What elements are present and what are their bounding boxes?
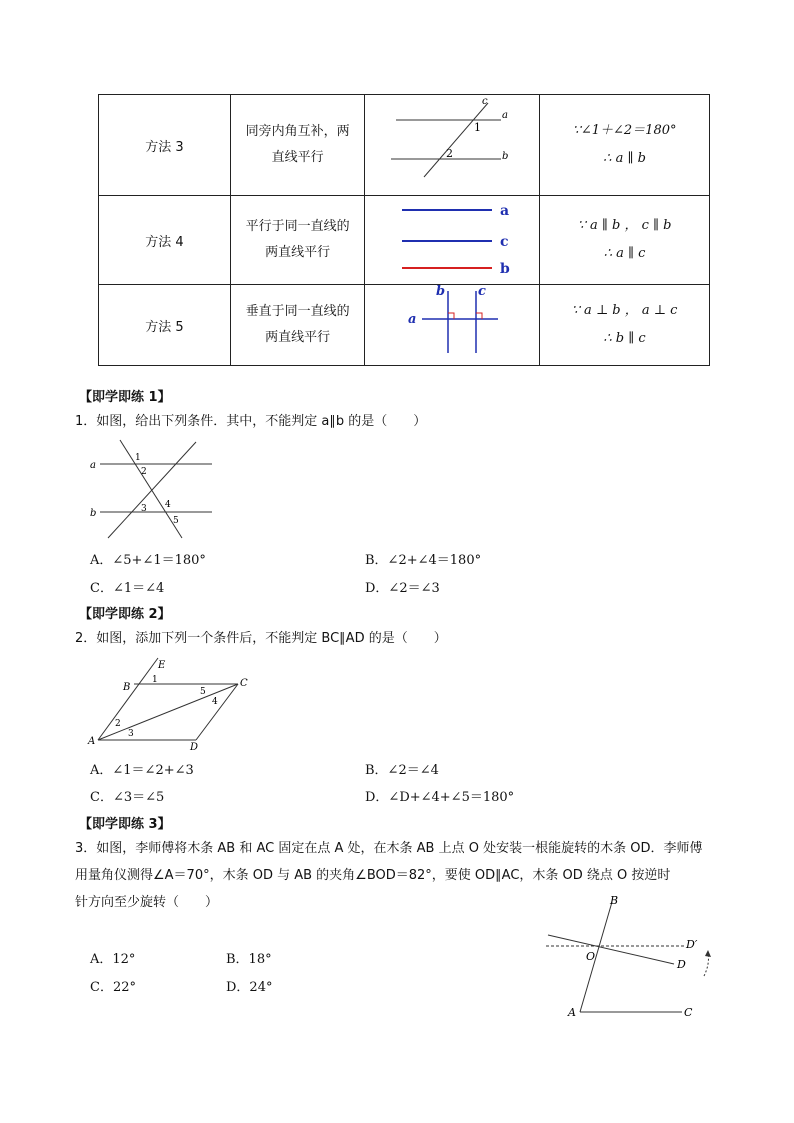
description-line: 两直线平行	[265, 245, 331, 260]
label-D-prime: D′	[686, 938, 698, 951]
proof-line: ∴ a ∥ b	[603, 151, 646, 166]
angle-label-2: 2	[115, 719, 121, 729]
figure-question-1	[86, 438, 218, 542]
option-d[interactable]: D．∠D+∠4+∠5＝180°	[365, 790, 515, 805]
question-text: 1．如图，给出下列条件．其中，不能判定 a∥b 的是（ ）	[75, 414, 427, 429]
proof-line: ∵ a ∥ b ， c ∥ b	[577, 218, 672, 233]
figure-question-3	[540, 890, 730, 1022]
description-line: 两直线平行	[265, 330, 331, 345]
method-name: 方法 3	[99, 95, 231, 196]
table-row	[99, 285, 710, 366]
method-description	[231, 196, 365, 285]
method-figure	[365, 95, 540, 196]
label-O: O	[586, 950, 596, 963]
label-b: b	[436, 285, 446, 299]
question-line: 用量角仪测得∠A＝70°，木条 OD 与 AB 的夹角∠BOD＝82°，要使 OD∥AC，木条 OD 绕点 O 按逆时	[75, 868, 671, 883]
angle-label-4: 4	[165, 500, 171, 510]
option-d[interactable]: D．∠2＝∠3	[365, 581, 440, 596]
label-A: A	[568, 1006, 576, 1019]
label-B: B	[610, 894, 619, 907]
option-c[interactable]: C．∠3＝∠5	[90, 790, 165, 805]
option-a[interactable]: A．∠5+∠1＝180°	[90, 553, 206, 568]
figure-consecutive-interior-angles	[366, 95, 538, 191]
figure-perpendicular-to-same-line	[366, 285, 538, 361]
label-D: D	[190, 742, 199, 750]
question-text: 2．如图，添加下列一个条件后，不能判定 BC∥AD 的是（ ）	[75, 631, 447, 646]
method-proof	[540, 95, 710, 196]
method-figure	[365, 196, 540, 285]
method-proof	[540, 285, 710, 366]
option-b[interactable]: B．∠2＝∠4	[365, 763, 439, 778]
label-C: C	[684, 1006, 693, 1019]
section-title: 【即学即练 3】	[79, 817, 171, 832]
section-title: 【即学即练 2】	[79, 607, 171, 622]
figure-question-2	[86, 654, 256, 750]
proof-line: ∴ a ∥ c	[603, 246, 646, 261]
option-b[interactable]: B．∠2+∠4＝180°	[365, 553, 482, 568]
method-proof	[540, 196, 710, 285]
table-row	[99, 196, 710, 285]
angle-label-4: 4	[212, 697, 218, 707]
option-d[interactable]: D．24°	[226, 980, 273, 995]
method-description	[231, 95, 365, 196]
label-a: a	[408, 312, 417, 327]
figure-parallel-to-same-line	[366, 196, 538, 280]
label-c: c	[500, 234, 509, 250]
label-b: b	[500, 261, 510, 277]
table-row	[99, 95, 710, 196]
angle-label-5: 5	[173, 516, 179, 526]
label-c: c	[482, 96, 488, 107]
option-b[interactable]: B．18°	[226, 952, 272, 967]
angle-label-1: 1	[152, 675, 158, 685]
option-a[interactable]: A．12°	[90, 952, 136, 967]
methods-table	[98, 94, 710, 366]
label-a: a	[502, 110, 509, 121]
description-line: 直线平行	[271, 150, 324, 165]
angle-label-2: 2	[446, 147, 454, 160]
label-C: C	[240, 678, 248, 689]
method-figure	[365, 285, 540, 366]
question-line: 针方向至少旋转（ ）	[75, 895, 219, 910]
angle-label-1: 1	[135, 453, 141, 463]
angle-label-3: 3	[141, 504, 147, 514]
option-c[interactable]: C．22°	[90, 980, 136, 995]
description-line: 平行于同一直线的	[245, 219, 350, 234]
angle-label-1: 1	[474, 121, 482, 134]
method-name: 方法 5	[99, 285, 231, 366]
question-line: 3．如图，李师傅将木条 AB 和 AC 固定在点 A 处，在木条 AB 上点 O 处安装一根能旋转的木条 OD．李师傅	[75, 841, 703, 856]
method-name: 方法 4	[99, 196, 231, 285]
section-title: 【即学即练 1】	[79, 390, 171, 405]
label-a: a	[90, 460, 96, 471]
label-b: b	[90, 508, 97, 519]
method-description	[231, 285, 365, 366]
angle-label-5: 5	[200, 687, 206, 697]
proof-line: ∵∠1＋∠2＝180°	[572, 123, 677, 138]
label-A: A	[88, 736, 96, 747]
label-B: B	[123, 682, 131, 693]
angle-label-3: 3	[128, 729, 134, 739]
proof-line: ∵ a ⊥ b ， a ⊥ c	[571, 303, 678, 318]
description-line: 垂直于同一直线的	[245, 304, 350, 319]
option-a[interactable]: A．∠1＝∠2+∠3	[90, 763, 194, 778]
label-a: a	[500, 203, 510, 219]
proof-line: ∴ b ∥ c	[603, 331, 646, 346]
label-D: D	[677, 958, 686, 971]
label-c: c	[478, 285, 487, 299]
label-E: E	[158, 660, 166, 671]
label-b: b	[502, 151, 509, 162]
description-line: 同旁内角互补，两	[245, 124, 350, 139]
angle-label-2: 2	[141, 467, 147, 477]
option-c[interactable]: C．∠1＝∠4	[90, 581, 165, 596]
